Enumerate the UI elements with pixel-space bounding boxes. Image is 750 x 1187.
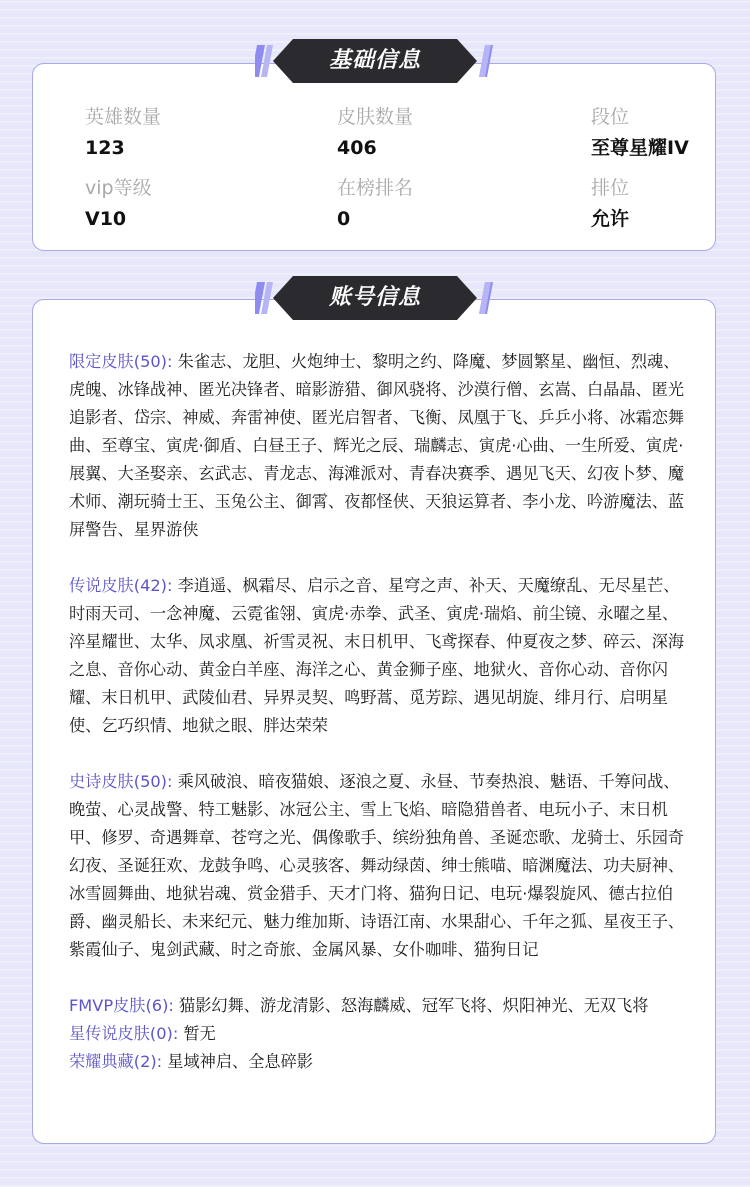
glory-collection-list: 星域神启、全息碎影 [167,1052,313,1071]
basic-info-card [32,63,716,251]
star-legend-skins-label: 星传说皮肤(0): [69,1024,179,1043]
rank [591,104,689,161]
rank-value: 至尊星耀IV [591,137,689,159]
legend-skins-section [69,572,689,740]
account-info-card [32,299,716,1144]
glory-collection-label: 荣耀典藏(2): [69,1052,163,1071]
account-info-banner [255,274,495,322]
ranked-status-value: 允许 [591,208,630,230]
vip-level-label: vip等级 [85,177,152,199]
limited-skins-label: 限定皮肤(50): [69,352,173,371]
basic-info-banner [255,37,495,85]
epic-skins-section [69,768,689,964]
skin-count-value: 406 [337,137,377,159]
star-legend-skins-section [69,1020,689,1048]
hero-count-label: 英雄数量 [85,106,162,128]
board-rank [337,175,413,232]
vip-level-value: V10 [85,208,127,230]
rank-label: 段位 [591,106,630,128]
skin-count [337,104,413,161]
hero-count-value: 123 [85,137,125,159]
star-legend-skins-list: 暂无 [183,1024,216,1043]
fmvp-skins-label: FMVP皮肤(6): [69,996,174,1015]
hero-count [85,104,161,161]
ranked-status-label: 排位 [591,177,630,199]
board-rank-label: 在榜排名 [337,177,414,199]
epic-skins-label: 史诗皮肤(50): [69,772,173,791]
glory-collection-section [69,1048,689,1076]
account-info-title: 账号信息 [328,285,421,310]
limited-skins-list: 朱雀志、龙胆、火炮绅士、黎明之约、降魔、梦圆繁星、幽恒、烈魂、虎魄、冰锋战神、匿光决锋者、暗影游猎、御风骁将、沙漠行僧、玄嵩、白晶晶、匿光追影者、岱宗、神威、奔雷神使、匿光启智者、飞衡、凤凰于飞、乒乒小将、冰霜恋舞曲、至尊宝、寅虎·御盾、白昼王子、辉光之辰、瑞麟志、寅虎·心曲、一生所爱、寅虎·展翼、大圣娶亲、玄武志、青龙志、海滩派对、青春决赛季、遇见飞天、幻夜卜梦、魔术师、潮玩骑士王、玉兔公主、御霄、夜都怪侠、天狼运算者、李小龙、吟游魔法、蓝屏警告、星界游侠 [69,352,685,539]
basic-info-title: 基础信息 [328,48,421,73]
fmvp-skins-list: 猫影幻舞、游龙清影、怒海麟威、冠军飞将、炽阳神光、无双飞将 [179,996,649,1015]
board-rank-value: 0 [337,208,351,230]
account-info-body [69,348,689,1076]
fmvp-skins-section [69,992,689,1020]
ranked-status [591,175,629,232]
vip-level [85,175,152,232]
skin-count-label: 皮肤数量 [337,106,414,128]
epic-skins-list: 乘风破浪、暗夜猫娘、逐浪之夏、永昼、节奏热浪、魅语、千筹问战、晚萤、心灵战警、特工魅影、冰冠公主、雪上飞焰、暗隐猎兽者、电玩小子、末日机甲、修罗、奇遇舞章、苍穹之光、偶像歌手、缤纷独角兽、圣诞恋歌、龙骑士、乐园奇幻夜、圣诞狂欢、龙鼓争鸣、心灵骇客、舞动绿茵、绅士熊喵、暗渊魔法、功夫厨神、冰雪圆舞曲、地狱岩魂、赏金猎手、天才门将、猫狗日记、电玩·爆裂旋风、德古拉伯爵、幽灵船长、未来纪元、魅力维加斯、诗语江南、水果甜心、千年之狐、星夜王子、紫霞仙子、鬼剑武藏、时之奇旅、金属风暴、女仆咖啡、猫狗日记 [69,772,685,959]
legend-skins-label: 传说皮肤(42): [69,576,173,595]
legend-skins-list: 李逍遥、枫霜尽、启示之音、星穹之声、补天、天魔缭乱、无尽星芒、时雨天司、一念神魔、云霓雀翎、寅虎·赤拳、武圣、寅虎·瑞焰、前尘镜、永曜之星、淬星耀世、太华、凤求凰、祈雪灵祝、末日机甲、飞鸢探春、仲夏夜之梦、碎云、深海之息、音你心动、黄金白羊座、海洋之心、黄金狮子座、地狱火、音你心动、音你闪耀、末日机甲、武陵仙君、异界灵契、鸣野蒿、觅芳踪、遇见胡旋、绯月行、启明星使、乞巧织情、地狱之眼、胖达荣荣 [69,576,685,735]
limited-skins-section [69,348,689,544]
